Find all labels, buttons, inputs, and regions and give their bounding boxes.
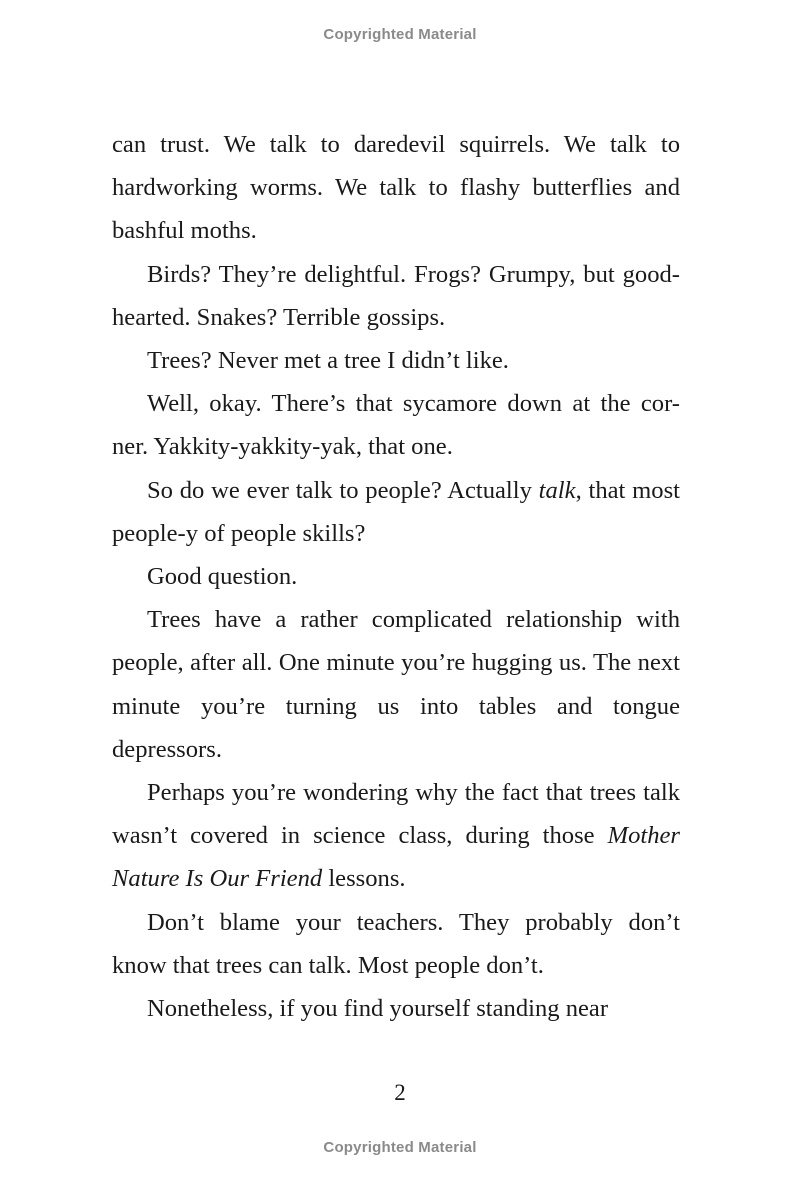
paragraph-10: Nonetheless, if you find yourself standing near <box>147 995 609 1023</box>
paragraph-4: Well, okay. There’s that sycamore down at the cor-ner. Yakkity-yakkity-yak, that one. <box>112 390 680 461</box>
paragraph-5 <box>112 469 680 555</box>
page-number: 2 <box>394 1080 406 1105</box>
emphasis-talk: talk <box>538 476 576 504</box>
paragraph-1: can trust. We talk to daredevil squirrels. We talk to hardworking worms. We talk to flashy butterflies and bashful moths. <box>112 131 680 245</box>
paragraph-3: Trees? Never met a tree I didn’t like. <box>147 347 509 375</box>
page-body <box>112 123 680 1030</box>
copyright-header: Copyrighted Material <box>323 26 477 43</box>
paragraph-5-start: So do we ever talk to people? Actually <box>147 476 539 504</box>
paragraph-8-start: Perhaps you’re wondering why the fact that trees talk wasn’t covered in science class, during those <box>112 779 680 850</box>
paragraph-2: Birds? They’re delightful. Frogs? Grumpy, but good-hearted. Snakes? Terrible gossips. <box>112 260 680 331</box>
copyright-footer: Copyrighted Material <box>323 1139 477 1156</box>
paragraph-6: Good question. <box>147 563 298 591</box>
paragraph-8 <box>112 771 680 901</box>
paragraph-9: Don’t blame your teachers. They probably don’t know that trees can talk. Most people don’t. <box>112 908 680 979</box>
paragraph-5-end: , that most people-y of people skills? <box>112 476 680 547</box>
emphasis-lesson-title: Mother Nature Is Our Friend <box>112 822 680 893</box>
paragraph-8-end: lessons. <box>322 865 406 893</box>
paragraph-7: Trees have a rather complicated relationship with people, after all. One minute you’re hugging us. The next minute you’re turning us into tables and tongue depressors. <box>112 606 680 763</box>
